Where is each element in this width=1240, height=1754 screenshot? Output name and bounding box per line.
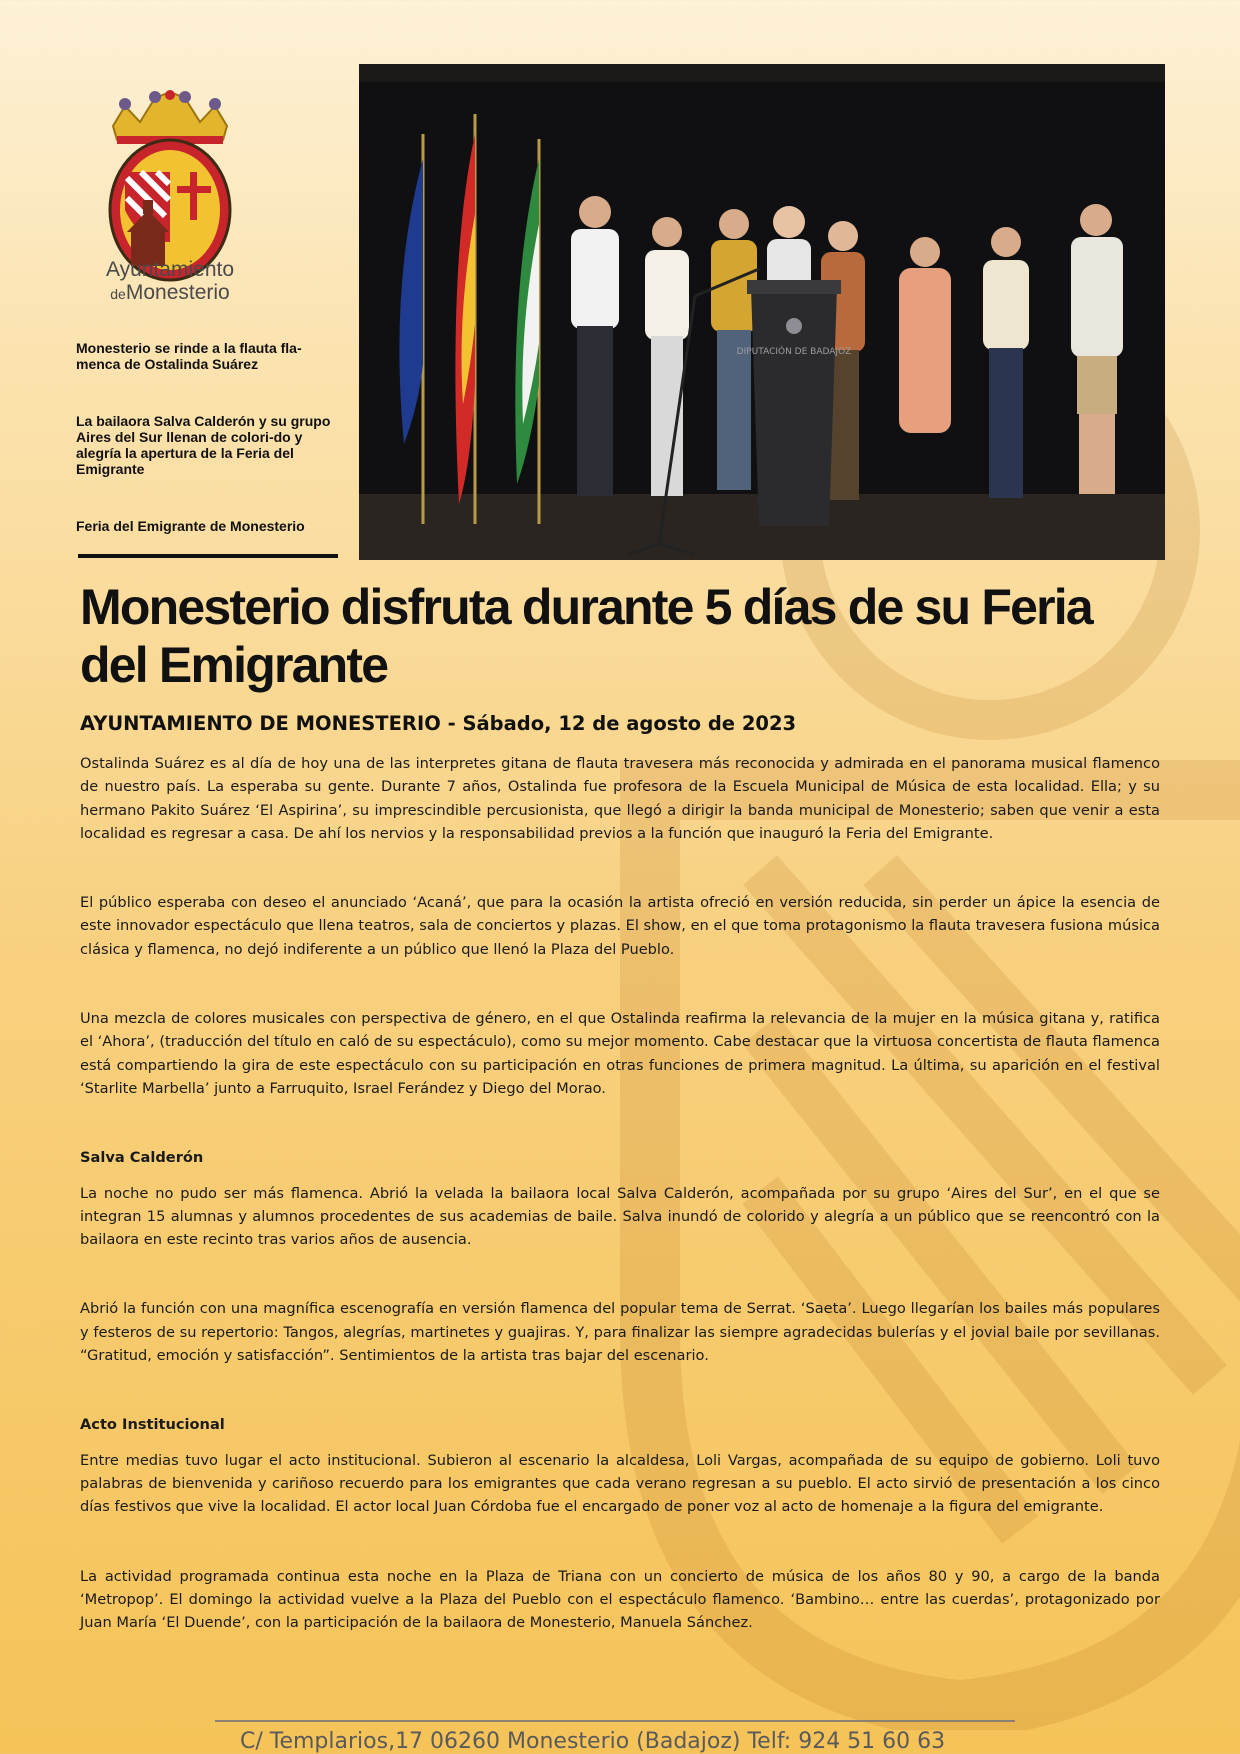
sidebar-divider (78, 554, 338, 558)
article-byline: AYUNTAMIENTO DE MONESTERIO - Sábado, 12 de agosto de 2023 (80, 712, 797, 735)
related-link-feria[interactable]: Feria del Emigrante de Monesterio (76, 518, 305, 534)
paragraph-4: La noche no pudo ser más flamenca. Abrió la velada la bailaora local Salva Calderón, acompañada por su grupo ‘Aires del Sur’, en el que se integran 15 alumnas y alumnos procedentes de sus academias de baile. Salva inundó de colorido y alegría a un público que se reencontró con la bailaora en este recinto tras varios años de ausencia. (80, 1184, 1160, 1249)
paragraph-7: La actividad programada continua esta noche en la Plaza de Triana con un concierto de música de los años 80 y 90, a cargo de la banda ‘Metropop’. El domingo la actividad vuelve a la Plaza del Pueblo con el espectáculo flamenco. ‘Bambino… entre las cuerdas’, protagonizado por Juan María ‘El Duende’, con la participación de la bailaora de Monesterio, Manuela Sánchez. (80, 1567, 1160, 1632)
paragraph-2: El público esperaba con deseo el anunciado ‘Acaná’, que para la ocasión la artista ofreció en versión reducida, sin perder un ápice la esencia de este innovador espectáculo que llena teatros, sala de conciertos y plazas. El show, en el que toma protagonismo la flauta travesera fusiona música clásica y flamenca, no dejó indiferente a un público que llenó la Plaza del Pueblo. (80, 894, 1160, 958)
related-link-salva-calderon[interactable]: La bailaora Salva Calderón y su grupo Aires del Sur llenan de colori-do y alegría la apertura de la Feria del Emigrante (76, 413, 331, 477)
paragraph-3: Una mezcla de colores musicales con perspectiva de género, en el que Ostalinda reafirma la relevancia de la mujer en la música gitana y, ratifica el ‘Ahora’, (traducción del título en caló de su espectáculo), como su mejor momento. Cabe destacar que la virtuosa concertista de flauta flamenca está compartiendo la gira de este espectáculo con su participación en otras funciones de primera magnitud. La última, su aparición en el festival ‘Starlite Marbella’ junto a Farruquito, Israel Ferández y Diego del Morao. (80, 1010, 1160, 1097)
footer-address: C/ Templarios,17 06260 Monesterio (Badajoz) Telf: 924 51 60 63 (240, 1729, 946, 1754)
section-heading-acto-institucional: Acto Institucional (80, 1416, 225, 1434)
event-photo (359, 64, 1165, 560)
article-body (80, 752, 1160, 1634)
footer-divider (215, 1720, 1015, 1722)
article-headline: Monesterio disfruta durante 5 días de su Feria del Emigrante (80, 579, 1092, 693)
section-heading-salva-calderon: Salva Calderón (80, 1149, 204, 1167)
paragraph-6: Entre medias tuvo lugar el acto institucional. Subieron al escenario la alcaldesa, Loli Vargas, acompañada de su equipo de gobierno. Loli tuvo palabras de bienvenida y cariñoso recuerdo para los emigrantes que cada verano regresan a su pueblo. El acto sirvió de presentación a los cinco días festivos que vive la localidad. El actor local Juan Córdoba fue el encargado de poner voz al acto de homenaje a la figura del emigrante. (80, 1451, 1160, 1516)
paragraph-1: Ostalinda Suárez es al día de hoy una de las interpretes gitana de flauta travesera más reconocida y admirada en el panorama musical flamenco de nuestro país. La esperaba su gente. Durante 7 años, Ostalinda fue profesora de la Escuela Municipal de Música de esta localidad. Ella; y su hermano Pakito Suárez ‘El Aspirina’, su imprescindible percusionista, que llegó a dirigir la banda municipal de Monesterio; saben que venir a esta localidad es regresar a casa. De ahí los nervios y la responsabilidad previos a la función que inauguró la Feria del Emigrante. (80, 755, 1160, 842)
podium-label: DIPUTACIÓN DE BADAJOZ (736, 347, 852, 357)
logo-line-2-prefix: de (110, 286, 126, 302)
logo-wordmark (95, 258, 245, 306)
paragraph-5: Abrió la función con una magnífica escenografía en versión flamenca del popular tema de Serrat. ‘Saeta’. Luego llegarían los bailes más populares y festeros de su repertorio: Tangos, alegrías, martinetes y guajiras. Y, para finalizar las siempre agradecidas bulerías y el jovial baile por sevillanas. “Gratitud, emoción y satisfacción”. Sentimientos de la artista tras bajar del escenario. (80, 1300, 1160, 1365)
logo-line-1: Ayuntamiento (105, 258, 235, 281)
logo-line-2: Monesterio (125, 281, 230, 304)
crown-icon (113, 90, 227, 144)
related-link-ostalinda[interactable]: Monesterio se rinde a la flauta fla-menca de Ostalinda Suárez (76, 340, 302, 372)
